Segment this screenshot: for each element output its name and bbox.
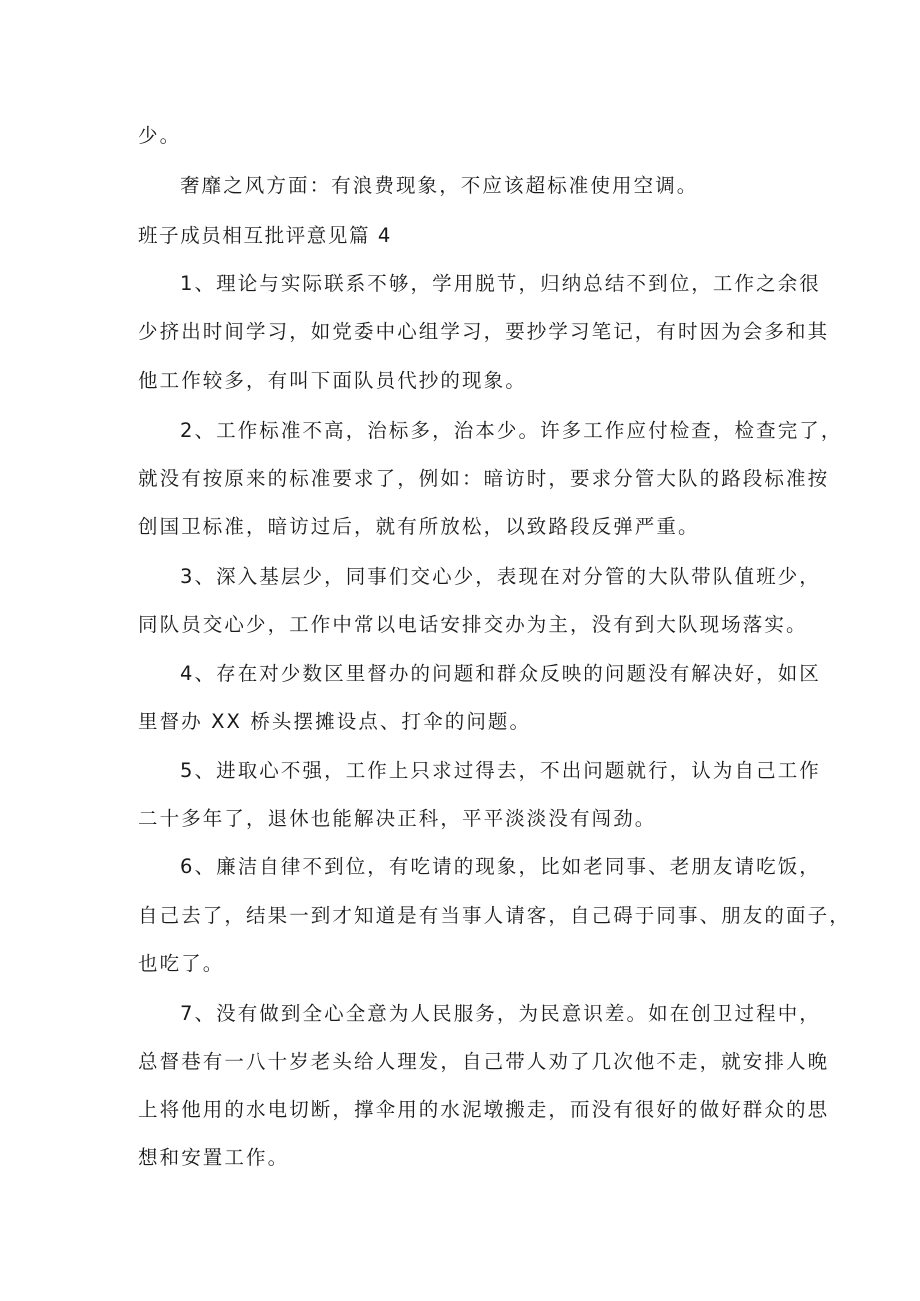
continuation-line: 少。	[138, 124, 182, 147]
item-1-line-2: 少挤出时间学习，如党委中心组学习，要抄学习笔记，有时因为会多和其	[138, 320, 830, 343]
item-5-line-2: 二十多年了，退休也能解决正科，平平淡淡没有闯劲。	[138, 807, 657, 830]
item-2-line-3: 创国卫标准，暗访过后，就有所放松，以致路段反弹严重。	[138, 515, 700, 538]
item-2-line-1: 2、工作标准不高，治标多，治本少。许多工作应付检查，检查完了，	[180, 419, 843, 442]
section-title: 班子成员相互批评意见篇 4	[138, 224, 392, 247]
item-3-line-1: 3、深入基层少，同事们交心少，表现在对分管的大队带队值班少，	[180, 565, 821, 588]
item-4-line-2: 里督办 XX 桥头摆摊设点、打伞的问题。	[138, 710, 532, 733]
item-3-line-2: 同队员交心少，工作中常以电话安排交办为主，没有到大队现场落实。	[138, 613, 808, 636]
item-7-line-2: 总督巷有一八十岁老头给人理发，自己带人劝了几次他不走，就安排人晚	[138, 1050, 830, 1073]
item-7-line-1: 7、没有做到全心全意为人民服务，为民意识差。如在创卫过程中，	[180, 1002, 821, 1025]
item-4-line-1: 4、存在对少数区里督办的问题和群众反映的问题没有解决好，如区	[180, 662, 821, 685]
item-5-line-1: 5、进取心不强，工作上只求过得去，不出问题就行，认为自己工作	[180, 759, 821, 782]
item-1-line-3: 他工作较多，有叫下面队员代抄的现象。	[138, 369, 527, 392]
item-7-line-4: 想和安置工作。	[138, 1146, 290, 1169]
item-2-line-2: 就没有按原来的标准要求了，例如：暗访时，要求分管大队的路段标准按	[138, 467, 830, 490]
item-6-line-2: 自己去了，结果一到才知道是有当事人请客，自己碍于同事、朋友的面子，	[138, 904, 851, 927]
item-7-line-3: 上将他用的水电切断，撑伞用的水泥墩搬走，而没有很好的做好群众的思	[138, 1098, 830, 1121]
item-6-line-3: 也吃了。	[138, 952, 225, 975]
item-6-line-1: 6、廉洁自律不到位，有吃请的现象，比如老同事、老朋友请吃饭，	[180, 855, 821, 878]
luxury-paragraph: 奢靡之风方面：有浪费现象，不应该超标准使用空调。	[180, 174, 699, 197]
item-1-line-1: 1、理论与实际联系不够，学用脱节，归纳总结不到位，工作之余很	[180, 272, 821, 295]
